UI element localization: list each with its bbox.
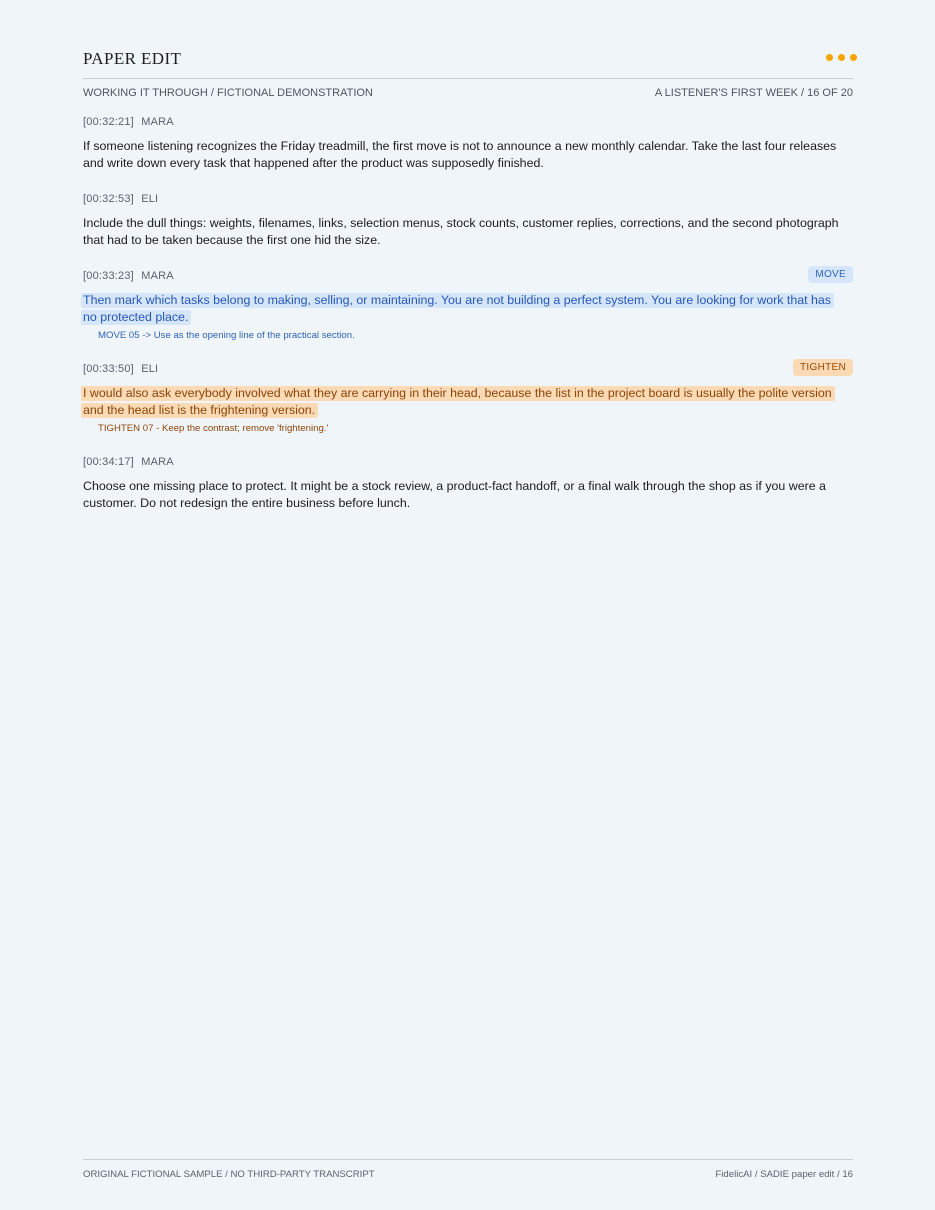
entry-meta [83,116,853,134]
page-header [83,48,853,79]
edit-note: TIGHTEN 07 - Keep the contrast; remove 'frightening.' [98,423,329,434]
tighten-highlight[interactable]: I would also ask everybody involved what they are carrying in their head, because the list in the project board is usually the polite version and the head list is the frightening version. [81,386,835,418]
tighten-tag-badge[interactable]: TIGHTEN [793,359,853,376]
section-label: WORKING IT THROUGH / FICTIONAL DEMONSTRATION [83,87,373,99]
transcript-entry [83,116,853,171]
edit-note: MOVE 05 -> Use as the opening line of the practical section. [98,330,355,341]
transcript-entry [83,193,853,248]
speaker-name: ELI [141,193,159,205]
transcript-entry [83,363,853,434]
transcript-entry [83,270,853,341]
paper-edit-page [83,0,853,1210]
speaker-name: MARA [141,456,174,468]
more-options-icon[interactable] [826,54,857,61]
timestamp: [00:32:21] [83,116,134,128]
speaker-name: MARA [141,270,174,282]
dot-icon [850,54,857,61]
entry-meta [83,456,853,474]
entry-meta [83,363,853,381]
timestamp: [00:32:53] [83,193,134,205]
page-footer [83,1159,853,1180]
page-title: PAPER EDIT [83,49,182,68]
move-tag-badge[interactable]: MOVE [808,266,853,283]
dot-icon [826,54,833,61]
transcript-entry [83,456,853,511]
entry-meta [83,193,853,211]
entry-text-highlighted[interactable] [83,292,843,325]
dot-icon [838,54,845,61]
speaker-name: ELI [141,363,159,375]
episode-progress: A LISTENER'S FIRST WEEK / 16 OF 20 [654,87,853,99]
entry-meta [83,270,853,288]
speaker-name: MARA [141,116,174,128]
move-highlight[interactable]: Then mark which tasks belong to making, selling, or maintaining. You are not building a perfect system. You are looking for work that has no protected place. [81,293,834,325]
entry-text[interactable]: If someone listening recognizes the Friday treadmill, the first move is not to announce a new monthly calendar. Take the last four releases and write down every task that happened after the product was supposedly finished. [83,139,837,170]
timestamp: [00:33:50] [83,363,134,375]
entry-text[interactable]: Choose one missing place to protect. It might be a stock review, a product-fact handoff, or a final walk through the shop as if you were a customer. Do not redesign the entire business before lunch. [83,479,826,510]
entry-text-highlighted[interactable] [83,385,843,418]
entry-text[interactable]: Include the dull things: weights, filenames, links, selection menus, stock counts, customer replies, corrections, and the second photograph that had to be taken because the first one hid the size. [83,216,839,247]
timestamp: [00:34:17] [83,456,134,468]
transcript-entries [83,116,853,533]
timestamp: [00:33:23] [83,270,134,282]
footer-page-number: FidelicAI / SADIE paper edit / 16 [715,1169,853,1180]
footer-disclaimer: ORIGINAL FICTIONAL SAMPLE / NO THIRD-PARTY TRANSCRIPT [83,1169,375,1180]
